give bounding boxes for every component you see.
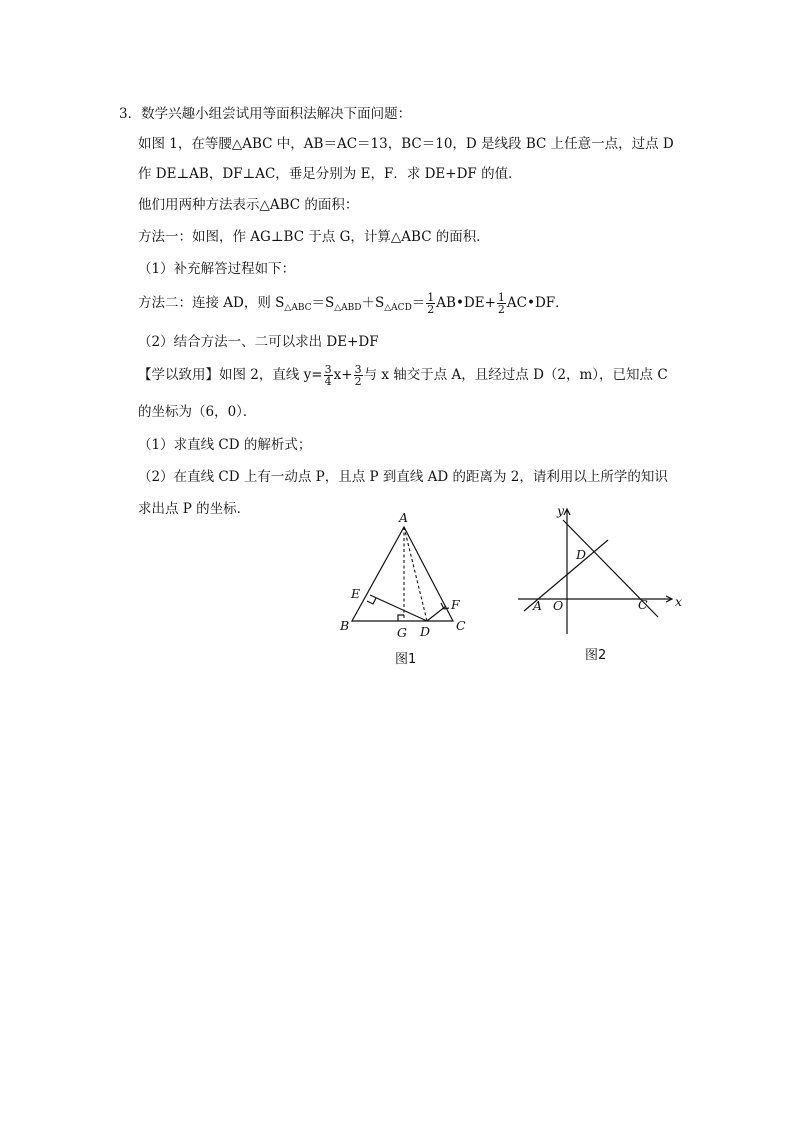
text-line-9: 的坐标为（6，0）． — [138, 404, 257, 420]
figure-1-triangle — [330, 500, 480, 670]
label-o: O — [553, 598, 564, 613]
method-two-line: 方法二：连接 AD，则 $S_{\triangle ABC}=S_{\triangle ABD}+S_{\triangle ACD}=$ $\frac{1}{2}$ AB•DE+ $\frac{1}{2}$ AC•DF． — [138, 291, 569, 316]
problem-intro: 数学兴趣小组尝试用等面积法解决下面问题： — [141, 106, 412, 122]
label-d: D — [420, 624, 431, 639]
label-x: x — [675, 594, 683, 609]
apply-line: 【学以致用】如图 2，直线 y= $\frac{3}{4}$ x+ $\frac{3}{2}$ 与 x 轴交于点 A，且经过点 D（2，m），已知点 C — [138, 363, 668, 388]
label-c2: C — [638, 597, 648, 612]
label-y: y — [557, 503, 565, 518]
text-line-7: （2）结合方法一、二可以求出 DE+DF — [138, 334, 379, 350]
text-line-3: 他们用两种方法表示△ABC 的面积： — [138, 197, 359, 213]
figure-1-caption: 图1 — [395, 652, 417, 667]
text-line-11: （2）在直线 CD 上有一动点 P，且点 P 到直线 AD 的距离为 2，请利用以上所学的知识 — [138, 469, 668, 485]
text-line-1: 如图 1，在等腰△ABC 中，AB＝AC＝13，BC＝10，D 是线段 BC 上任意一点，过点 D — [138, 136, 674, 152]
right-angle-mark-e — [367, 598, 376, 604]
label-f: F — [451, 597, 460, 612]
triangle-abc — [352, 527, 453, 621]
problem-header — [119, 104, 411, 124]
text-line-4: 方法一：如图，作 AG⊥BC 于点 G，计算△ABC 的面积． — [138, 229, 490, 245]
fraction-half-1: $\frac{1}{2}$ — [427, 291, 435, 316]
figure-2-coordinate — [510, 500, 690, 670]
fraction-slope: $\frac{3}{4}$ — [324, 363, 332, 388]
right-angle-mark-g — [398, 615, 404, 621]
fraction-intercept: $\frac{3}{2}$ — [354, 363, 362, 388]
segment-ad — [404, 527, 427, 621]
label-d2: D — [576, 547, 587, 562]
label-e: E — [351, 586, 361, 601]
text-line-10: （1）求直线 CD 的解析式； — [138, 437, 312, 453]
label-a2: A — [533, 598, 543, 613]
label-b: B — [340, 618, 350, 633]
figure-2-caption: 图2 — [585, 648, 607, 663]
text-line-5: （1）补充解答过程如下： — [138, 261, 296, 277]
fraction-half-2: $\frac{1}{2}$ — [497, 291, 505, 316]
text-line-12: 求出点 P 的坐标． — [138, 501, 251, 517]
label-a: A — [399, 510, 409, 525]
problem-number: 3． — [119, 106, 142, 122]
text-line-2: 作 DE⊥AB，DF⊥AC，垂足分别为 E，F．求 DE+DF 的值． — [138, 166, 522, 182]
label-c: C — [456, 618, 466, 633]
label-g: G — [397, 625, 407, 640]
